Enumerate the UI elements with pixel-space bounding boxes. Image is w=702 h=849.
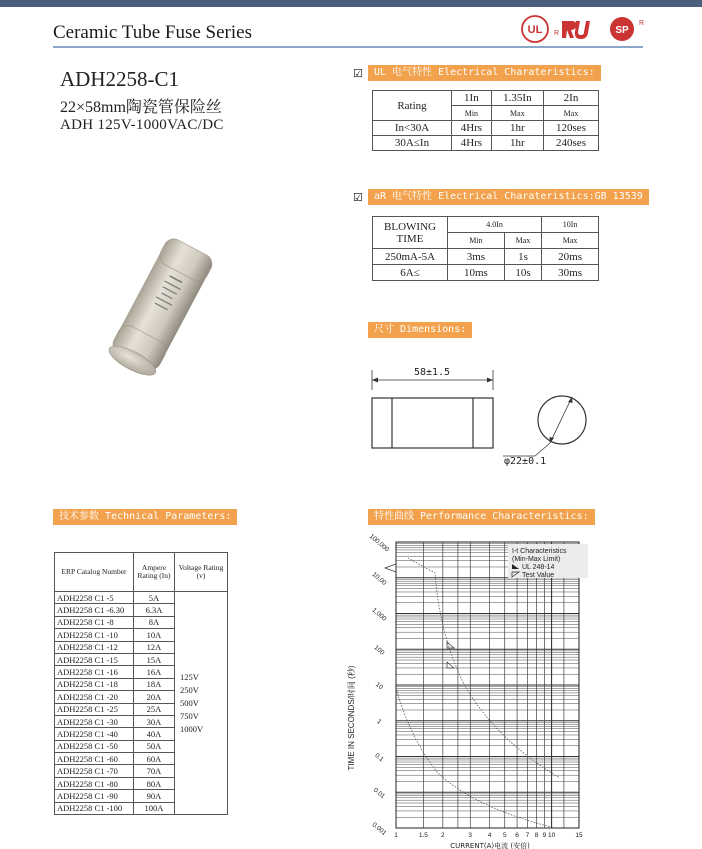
- table-row: ADH2258 C1 -25 25A: [55, 703, 228, 715]
- ul-marker-icon: [385, 564, 396, 572]
- table-row: ADH2258 C1 -18 18A: [55, 678, 228, 690]
- table-row: ADH2258 C1 -8 8A: [55, 616, 228, 628]
- y-axis-label: TIME IN SECONDS/时间 (秒): [347, 665, 356, 771]
- ru-logo-icon: [554, 21, 590, 39]
- table-row: ADH2258 C1 -6.30 6.3A: [55, 604, 228, 616]
- svg-text:I-t Characteristics: I-t Characteristics: [512, 548, 567, 555]
- x-tick-label: 7: [525, 832, 530, 839]
- table-row: ADH2258 C1 -5 5A 125V 250V 500V 750V 1000V: [55, 592, 228, 604]
- group-header: 10In: [542, 217, 599, 233]
- sub-header: Max: [491, 106, 543, 121]
- product-model: ADH2258-C1: [60, 67, 179, 91]
- group-header: 4.0In: [448, 217, 542, 233]
- table-row: 6A≤ 10ms 10s 30ms: [373, 265, 599, 281]
- y-tick-label: 10,00: [370, 570, 388, 587]
- col-header: 1.35In: [491, 91, 543, 106]
- voltage-header: Voltage Rating (v): [175, 553, 228, 592]
- ampere-header: Ampere Rating (In): [134, 553, 175, 592]
- table-row: ADH2258 C1 -100 100A: [55, 802, 228, 814]
- chart-grid: [396, 542, 579, 828]
- x-tick-label: 1: [394, 832, 398, 839]
- x-tick-label: 4: [487, 832, 492, 839]
- ul-section-label: UL 电气特性 Electrical Charateristics:: [368, 65, 601, 81]
- chart-legend: [508, 544, 588, 579]
- x-tick-label: 9: [542, 832, 547, 839]
- y-tick-label: 100: [372, 644, 386, 657]
- table-row: 30A≤In 4Hrs 1hr 240ses: [373, 136, 599, 151]
- svg-text:SP: SP: [615, 25, 629, 36]
- voltage-list: 125V 250V 500V 750V 1000V: [175, 592, 228, 815]
- length-label: 58±1.5: [413, 367, 451, 378]
- col-header: 2In: [544, 91, 599, 106]
- svg-text:Test Value: Test Value: [522, 572, 555, 579]
- svg-text:R: R: [554, 30, 560, 37]
- svg-text:UL 248-14: UL 248-14: [522, 564, 555, 571]
- performance-section-label: 特性曲线 Performance Characteristics:: [368, 509, 595, 525]
- rating-header: Rating: [373, 91, 452, 121]
- table-row: ADH2258 C1 -30 30A: [55, 715, 228, 727]
- x-axis-label: CURRENT(A)电流 (安倍): [450, 842, 530, 849]
- table-row: ADH2258 C1 -50 50A: [55, 740, 228, 752]
- dimensions-section-label: 尺寸 Dimensions:: [368, 322, 472, 338]
- svg-text:R: R: [639, 20, 645, 27]
- x-tick-label: 3: [468, 832, 473, 839]
- table-row: ADH2258 C1 -70 70A: [55, 765, 228, 777]
- ul-characteristics-table: [372, 90, 599, 151]
- table-row: ADH2258 C1 -60 60A: [55, 753, 228, 765]
- certification-logos: [520, 13, 645, 45]
- table-row: ADH2258 C1 -16 16A: [55, 666, 228, 678]
- x-tick-label: 15: [575, 832, 583, 839]
- table-row: 250mA-5A 3ms 1s 20ms: [373, 249, 599, 265]
- product-voltage: ADH 125V-1000VAC/DC: [60, 117, 224, 133]
- sub-header: Max: [544, 106, 599, 121]
- x-tick-label: 1.5: [418, 832, 428, 839]
- col-header: 1In: [452, 91, 492, 106]
- csa-logo-icon: [610, 17, 644, 41]
- x-tick-label: 6: [515, 832, 519, 839]
- x-tick-label: 5: [502, 832, 507, 839]
- y-tick-label: 0.1: [373, 752, 385, 764]
- y-tick-label: 100,000: [367, 532, 391, 554]
- x-tick-label: 2: [441, 832, 445, 839]
- ar-section-label: aR 电气特性 Electrical Charateristics:GB 13539: [368, 189, 649, 205]
- x-tick-label: 10: [547, 832, 556, 839]
- svg-text:UL: UL: [527, 24, 543, 36]
- series-title: Ceramic Tube Fuse Series: [53, 22, 252, 43]
- ul-marker-icon: [447, 662, 454, 668]
- table-row: ADH2258 C1 -15 15A: [55, 653, 228, 665]
- table-row: In<30A 4Hrs 1hr 120ses: [373, 121, 599, 136]
- sub-header: Min: [452, 106, 492, 121]
- table-row: ADH2258 C1 -20 20A: [55, 691, 228, 703]
- y-tick-labels: [368, 533, 391, 837]
- sub-header: Min: [448, 233, 505, 249]
- table-row: ADH2258 C1 -12 12A: [55, 641, 228, 653]
- table-row: ADH2258 C1 -90 90A: [55, 790, 228, 802]
- ul-marker-icon: [447, 642, 454, 648]
- ul-logo-icon: [522, 16, 548, 42]
- y-tick-label: 10: [374, 681, 385, 692]
- sub-header: Max: [542, 233, 599, 249]
- x-tick-label: 8: [534, 832, 539, 839]
- fuse-side-outline: [372, 398, 493, 448]
- ar-checkbox-icon: ☑: [353, 191, 363, 204]
- y-tick-label: 0.001: [370, 821, 388, 838]
- catalog-header: ERP Catalog Number: [55, 553, 134, 592]
- table-row: ADH2258 C1 -10 10A: [55, 629, 228, 641]
- table-row: ADH2258 C1 -80 80A: [55, 777, 228, 789]
- fuse-product-image: [100, 230, 225, 380]
- performance-chart: [340, 528, 602, 849]
- table-row: ADH2258 C1 -40 40A: [55, 728, 228, 740]
- parameters-table: [54, 552, 228, 815]
- ar-characteristics-table: [372, 216, 599, 281]
- header-rule: [53, 46, 643, 48]
- svg-text:(Min-Max Limit): (Min-Max Limit): [512, 556, 561, 563]
- y-tick-label: 1: [375, 718, 383, 726]
- dimension-drawing: [365, 360, 595, 470]
- ul-checkbox-icon: ☑: [353, 67, 363, 80]
- params-section-label: 技术参数 Technical Parameters:: [53, 509, 237, 525]
- y-tick-label: 1,000: [370, 606, 388, 623]
- y-tick-label: 0.01: [371, 786, 387, 801]
- sub-header: Max: [504, 233, 541, 249]
- top-bar: [0, 0, 702, 7]
- product-cn-description: 22×58mm陶瓷管保险丝: [60, 99, 222, 116]
- fuse-end-outline: [538, 396, 586, 444]
- blowing-time-header: BLOWING TIME: [373, 217, 448, 249]
- diameter-label: φ22±0.1: [504, 456, 547, 467]
- x-tick-labels: [394, 832, 583, 839]
